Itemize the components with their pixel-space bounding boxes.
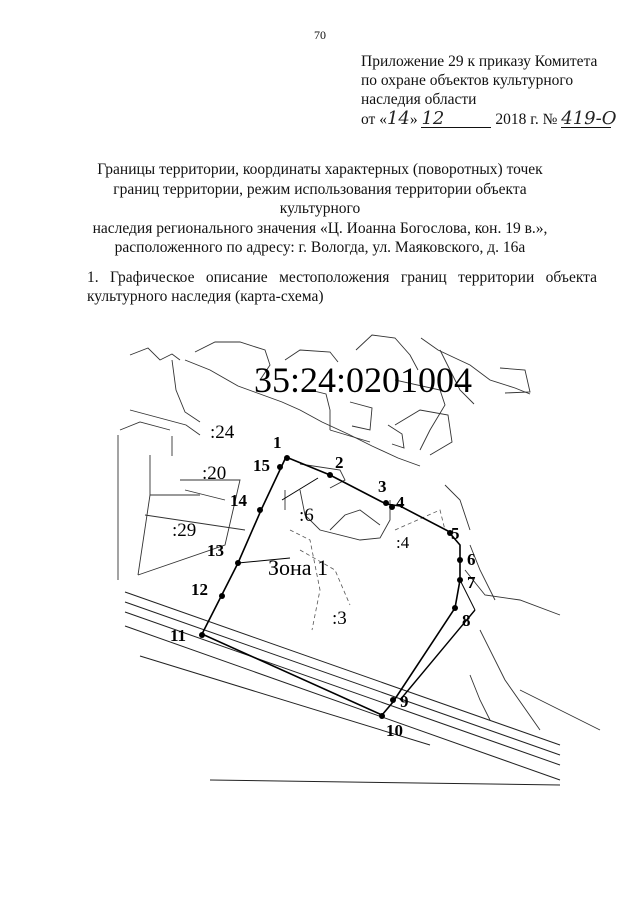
point-1: [284, 455, 290, 461]
point-label-11: 11: [170, 626, 187, 645]
point-label-2: 2: [335, 453, 344, 472]
point-2: [327, 472, 333, 478]
title-line-3: наследия регионального значения «Ц. Иоанна Богослова, кон. 19 в.»,: [92, 219, 548, 237]
date-prefix: от «: [361, 111, 387, 128]
point-label-4: 4: [396, 493, 405, 512]
appendix-line-3: наследия области: [361, 91, 477, 108]
point-11: [199, 632, 205, 638]
point-9: [390, 697, 396, 703]
date-day: 14: [386, 108, 410, 129]
appendix-date-line: [361, 109, 623, 129]
point-label-9: 9: [400, 692, 409, 711]
parcel-label-24: :24: [210, 422, 235, 443]
title-line-2: границ территории, режим использования территории объекта культурного: [113, 180, 527, 217]
point-14: [257, 507, 263, 513]
point-label-14: 14: [230, 491, 247, 510]
point-label-7: 7: [467, 573, 476, 592]
date-year: 2018 г. №: [495, 111, 558, 128]
point-3: [383, 500, 389, 506]
point-13: [235, 560, 241, 566]
parcel-label-6: :6: [299, 505, 314, 526]
parcel-label-20: :20: [202, 463, 227, 484]
parcel-label-29: :29: [172, 520, 197, 541]
point-label-13: 13: [207, 541, 224, 560]
point-label-12: 12: [191, 580, 208, 599]
point-4: [389, 504, 395, 510]
parcel-label-3: :3: [332, 608, 347, 629]
parcel-label-4: :4: [396, 533, 410, 552]
point-label-1: 1: [273, 433, 282, 452]
point-label-8: 8: [462, 611, 471, 630]
date-month: 12: [421, 108, 445, 129]
cadastral-map: [0, 330, 640, 800]
date-month-field: [421, 109, 491, 128]
appendix-line-2: по охране объектов культурного: [361, 72, 574, 89]
point-label-10: 10: [386, 721, 403, 740]
point-15: [277, 464, 283, 470]
point-label-15: 15: [253, 456, 270, 475]
title-line-1: Границы территории, координаты характерных (поворотных) точек: [97, 161, 543, 178]
date-mid: »: [409, 111, 418, 128]
appendix-header: [361, 52, 623, 129]
order-number-field: [561, 108, 617, 129]
point-label-3: 3: [378, 477, 387, 496]
point-10: [379, 713, 385, 719]
point-8: [452, 605, 458, 611]
document-title: [84, 160, 556, 258]
section-1-heading: 1. Графическое описание местоположения границ территории объекта культурного наследия (карта-схема): [87, 269, 597, 305]
appendix-line-1: Приложение 29 к приказу Комитета: [361, 53, 598, 70]
page-number: 70: [314, 28, 326, 42]
point-7: [457, 577, 463, 583]
cadastral-block-label: 35:24:0201004: [254, 360, 473, 400]
zone-label: Зона 1: [268, 555, 329, 580]
point-6: [457, 557, 463, 563]
title-line-4: расположенного по адресу: г. Вологда, ул. Маяковского, д. 16а: [114, 239, 526, 256]
point-label-5: 5: [451, 524, 460, 543]
point-label-6: 6: [467, 550, 476, 569]
order-number: 419-О: [561, 108, 617, 129]
point-12: [219, 593, 225, 599]
